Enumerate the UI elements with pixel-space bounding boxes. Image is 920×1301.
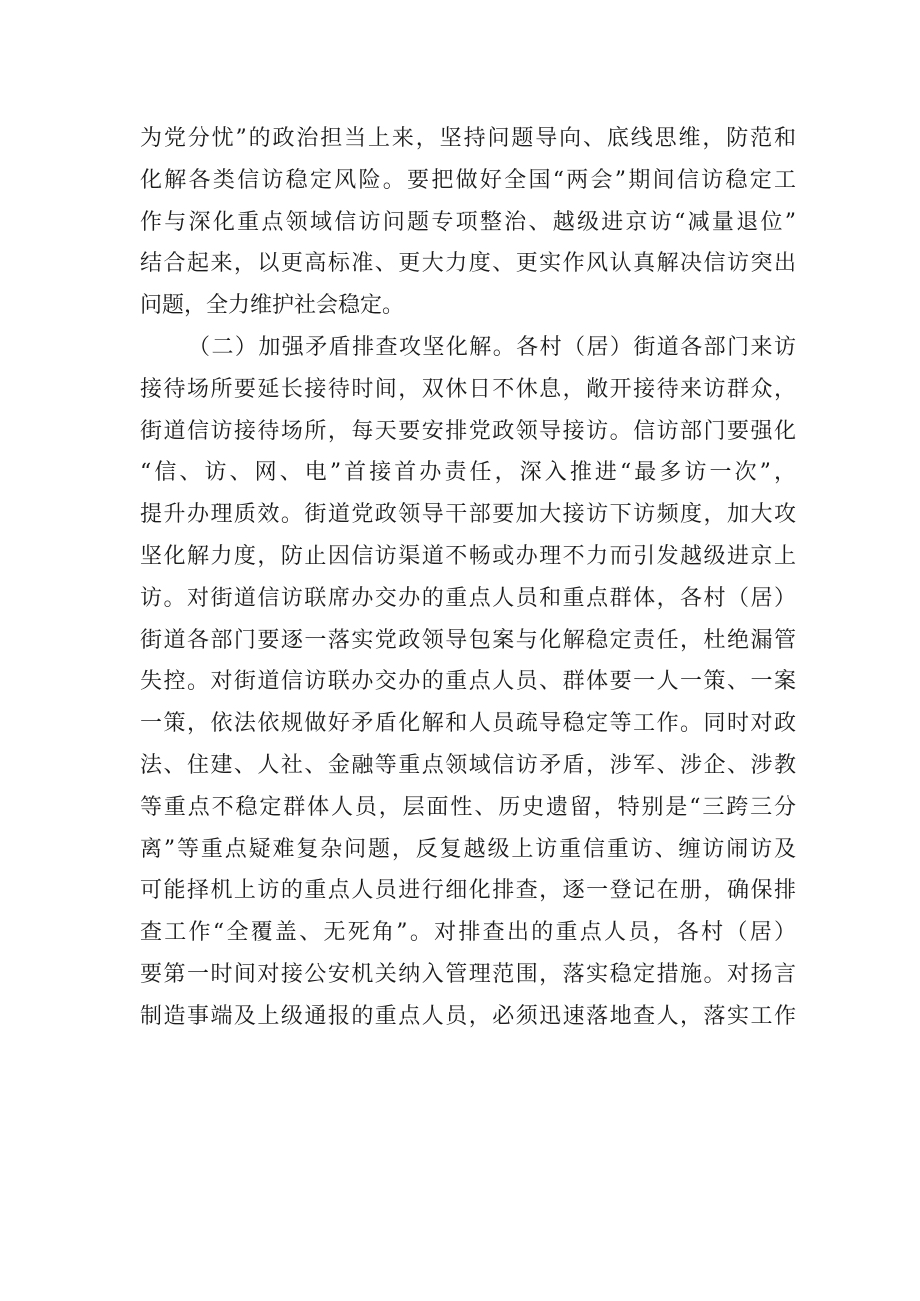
paragraph-2 <box>140 327 796 1038</box>
paragraph-line: 坚化解力度，防止因信访渠道不畅或办理不力而引发越级进京上 <box>140 543 796 569</box>
paragraph-line: 提升办理质效。街道党政领导干部要加大接访下访频度，加大攻 <box>140 502 796 528</box>
paragraph-line: （二）加强矛盾排查攻坚化解。各村（居）街道各部门来访 <box>188 334 796 360</box>
paragraph-line: 街道信访接待场所，每天要安排党政领导接访。信访部门要强化 <box>140 418 796 444</box>
paragraph-line: 失控。对街道信访联办交办的重点人员、群体要一人一策、一案 <box>140 669 796 695</box>
paragraph-line: 为党分忧”的政治担当上来，坚持问题导向、底线思维，防范和 <box>140 126 796 151</box>
paragraph-line: 法、住建、人社、金融等重点领域信访矛盾，涉军、涉企、涉教 <box>140 752 796 778</box>
paragraph-line: 街道各部门要逐一落实党政领导包案与化解稳定责任，杜绝漏管 <box>140 627 796 653</box>
document-body <box>140 118 796 1038</box>
paragraph-line: 可能择机上访的重点人员进行细化排查，逐一登记在册，确保排 <box>140 878 796 904</box>
paragraph-line: 作与深化重点领域信访问题专项整治、越级进京访“减量退位” <box>140 209 796 235</box>
paragraph-line: 等重点不稳定群体人员，层面性、历史遗留，特别是“三跨三分 <box>140 794 796 820</box>
paragraph-line: 查工作“全覆盖、无死角”。对排查出的重点人员，各村（居） <box>140 920 796 946</box>
paragraph-line: 结合起来，以更高标准、更大力度、更实作风认真解决信访突出 <box>140 251 796 277</box>
paragraph-line: 问题，全力维护社会稳定。 <box>140 293 405 319</box>
paragraph-line: 访。对街道信访联席办交办的重点人员和重点群体，各村（居） <box>140 585 796 611</box>
paragraph-1 <box>140 118 796 327</box>
paragraph-line: 化解各类信访稳定风险。要把做好全国“两会”期间信访稳定工 <box>140 167 796 193</box>
paragraph-line: “信、访、网、电”首接首办责任，深入推进“最多访一次”， <box>140 460 796 486</box>
paragraph-line: 离”等重点疑难复杂问题，反复越级上访重信重访、缠访闹访及 <box>140 836 796 862</box>
paragraph-line: 一策，依法依规做好矛盾化解和人员疏导稳定等工作。同时对政 <box>140 711 796 737</box>
paragraph-line: 制造事端及上级通报的重点人员，必须迅速落地查人，落实工作 <box>140 1003 796 1029</box>
paragraph-line: 要第一时间对接公安机关纳入管理范围，落实稳定措施。对扬言 <box>140 961 796 987</box>
paragraph-line: 接待场所要延长接待时间，双休日不休息，敞开接待来访群众， <box>140 376 796 402</box>
